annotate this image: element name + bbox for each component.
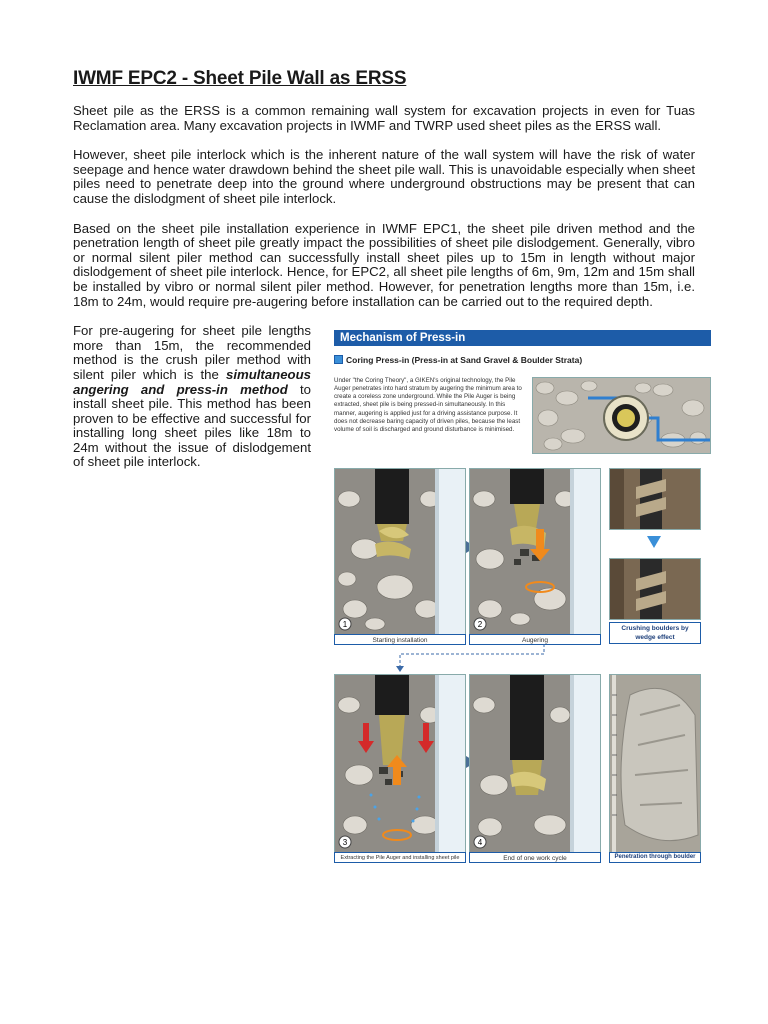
paragraph-2: However, sheet pile interlock which is the inherent nature of the wall system will have the risk of water seepage and hence water drawdown behind the sheet pile wall. This is unavoidable especially when sheet piles need to penetrate deep into the ground where underground obstructions may be present that can cause the dislodgment of sheet pile interlock. <box>73 147 695 206</box>
step-3-number: 3 <box>342 838 348 848</box>
step-4-number: 4 <box>477 838 483 848</box>
figure-header: Mechanism of Press-in <box>334 330 711 346</box>
penetration-photo <box>609 674 701 853</box>
side-text-part1: For pre-augering for sheet pile lengths more than 15m, the recommended method is the crush piler method with silent piler which is the <box>73 323 311 382</box>
side-paragraph <box>73 324 311 470</box>
flow-connector <box>396 644 546 674</box>
paragraph-3: Based on the sheet pile installation experience in IWMF EPC1, the sheet pile driven method and the penetration length of sheet pile greatly impact the possibilities of sheet pile dislodgement. Generally, vibro or normal silent piler method can successfully install sheet piles up to 15m in length without major dislodgement of sheet pile interlock. Hence, for EPC2, all sheet pile lengths of 6m, 9m, 12m and 15m shall be installed by vibro or normal silent piler method. However, for penetration lengths more than 15m, i.e. 18m to 24m, would require pre-augering before installation can be carried out to the required depth. <box>73 220 695 309</box>
penetration-caption: Penetration through boulder <box>609 852 701 863</box>
square-bullet-icon <box>334 355 343 364</box>
step-4-illustration <box>469 674 601 853</box>
step-3-caption: Extracting the Pile Auger and installing sheet pile <box>334 852 466 863</box>
document-title: IWMF EPC2 - Sheet Pile Wall as ERSS <box>73 68 407 89</box>
step-1-number: 1 <box>342 620 348 630</box>
plan-view-svg <box>533 378 710 453</box>
paragraph-1: Sheet pile as the ERSS is a common remaining wall system for excavation projects in even for Tuas Reclamation area. Many excavation projects in IWMF and TWRP used sheet piles as the ERSS wall. <box>73 103 695 133</box>
side-text-emphasis: simultaneous angering and press-in method <box>73 366 311 397</box>
down-arrow-icon <box>646 535 662 549</box>
press-in-mechanism-figure <box>334 330 711 863</box>
step-1-caption: Starting installation <box>334 634 466 645</box>
step-2-illustration <box>469 468 601 635</box>
side-text-part2: to install sheet pile. This method has been proven to be effective and successful for installing long sheet piles like 18m to 24m without the issue of dislodgement of sheet pile interlock. <box>73 381 311 470</box>
document-page <box>73 68 695 884</box>
crushing-photo-bottom <box>609 558 701 620</box>
step-2-number: 2 <box>477 620 483 630</box>
bottom-section <box>73 324 695 884</box>
step-1-illustration <box>334 468 466 635</box>
crushing-photo-top <box>609 468 701 530</box>
step-4-caption: End of one work cycle <box>469 852 601 863</box>
auger-plan-view-illustration <box>532 377 711 454</box>
figure-description: Under "the Coring Theory", a GIKEN's original technology, the Pile Auger penetrates into hard stratum by augering the minimum area to create a coreless zone underground. While the Pile Auger is being extracted, sheet pile is being pressed-in simultaneously. In this manner, augering is applied just for a driving assistance purpose. It does not decrease baring capacity of driven piles, because the least volume of soil is discharged and ground disturbance is minimised. <box>334 377 522 433</box>
step-2-caption: Augering <box>469 634 601 645</box>
crushing-caption: Crushing boulders by wedge effect <box>609 622 701 644</box>
figure-subtitle <box>334 355 582 365</box>
step-3-illustration <box>334 674 466 853</box>
figure-subtitle-text: Coring Press-in (Press-in at Sand Gravel & Boulder Strata) <box>346 355 583 366</box>
